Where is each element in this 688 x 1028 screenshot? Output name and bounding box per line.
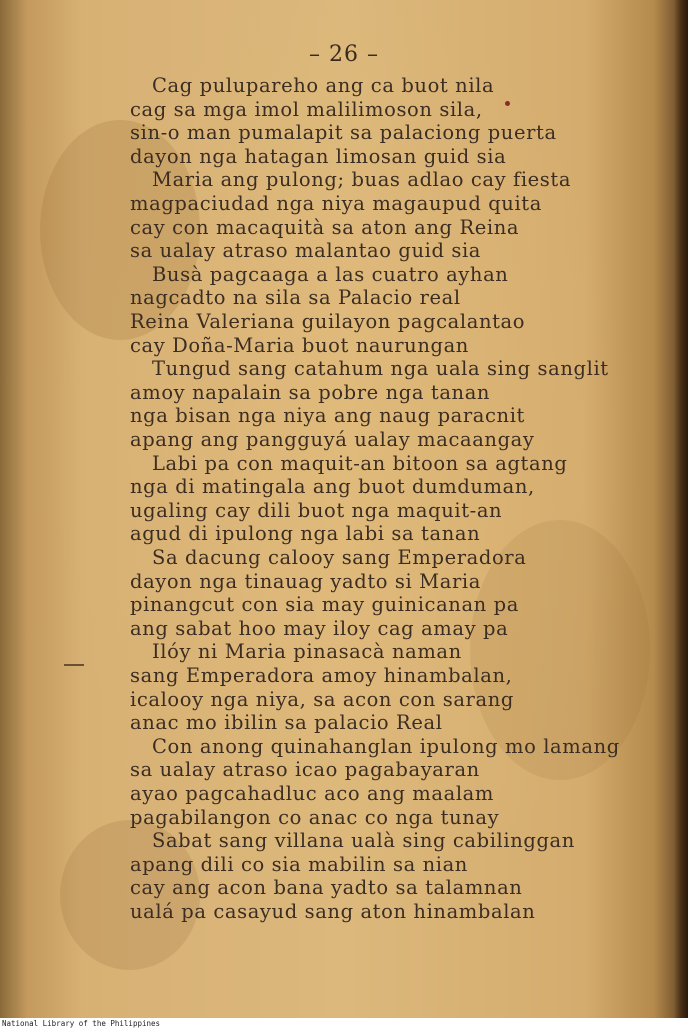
verse-line: anac mo ibilin sa palacio Real (130, 711, 443, 735)
verse-line: apang ang pangguyá ualay macaangay (130, 428, 535, 451)
verse-line: nga bisan nga niya ang naug paracnit (130, 404, 525, 428)
verse-line: ualá pa casayud sang aton hinambalan (130, 900, 536, 923)
page-binding-shadow (674, 0, 688, 1018)
verse-line: pagabilangon co anac co nga tunay (130, 805, 500, 829)
verse-line: sang Emperadora amoy hinambalan, (130, 664, 513, 687)
verse-line: Sa dacung calooy sang Emperadora (152, 546, 527, 569)
verse-line: nga di matingala ang buot dumduman, (130, 475, 535, 499)
verse-line: Reina Valeriana guilayon pagcalantao (130, 310, 526, 333)
ink-dot-mark (505, 101, 510, 106)
verse-line: Con anong quinahanglan ipulong mo lamang (152, 734, 620, 758)
verse-line: apang dili co sia mabilin sa nian (130, 852, 468, 876)
verse-line: icalooy nga niya, sa acon con sarang (130, 687, 514, 711)
verse-line: Busà pagcaaga a las cuatro ayhan (152, 262, 509, 286)
verse-line: cay Doña-Maria buot naurungan (130, 333, 469, 357)
verse-line: ugaling cay dili buot nga maquit-an (130, 498, 503, 522)
verse-line: nagcadto na sila sa Palacio real (130, 286, 461, 310)
verse-line: Sabat sang villana ualà sing cabilinggan (152, 829, 575, 853)
verse-line: dayon nga tinauag yadto si Maria (130, 569, 481, 593)
verse-line: sa ualay atraso malantao guid sia (130, 239, 482, 263)
footer-credit: National Library of the Philippines (2, 1019, 161, 1028)
margin-dash-mark (64, 664, 84, 666)
verse-line: magpaciudad nga niya magaupud quita (130, 192, 542, 215)
verse-line: Ilóy ni Maria pinasacà naman (152, 640, 462, 664)
verse-line: Tungud sang catahum nga uala sing sanglit (152, 357, 609, 381)
verse-line: pinangcut con sia may guinicanan pa (130, 593, 519, 617)
verse-line: ang sabat hoo may iloy cag amay pa (130, 616, 509, 640)
verse-line: agud di ipulong nga labi sa tanan (130, 522, 481, 546)
verse-line: cay ang acon bana yadto sa talamnan (130, 876, 523, 900)
page-number: – 26 – (309, 42, 379, 67)
verse-line: cag sa mga imol malilimoson sila, (130, 97, 483, 121)
verse-line: ayao pagcahadluc aco ang maalam (130, 782, 494, 805)
verse-line: dayon nga hatagan limosan guid sia (130, 144, 507, 168)
verse-line: Cag pulupareho ang ca buot nila (152, 74, 495, 97)
verse-line: Labi pa con maquit-an bitoon sa agtang (152, 451, 568, 475)
verse-line: amoy napalain sa pobre nga tanan (130, 380, 491, 404)
verse-line: cay con macaquità sa aton ang Reina (130, 215, 520, 239)
verse-line: Maria ang pulong; buas adlao cay fiesta (152, 168, 572, 192)
verse-line: sin-o man pumalapit sa palaciong puerta (130, 121, 557, 145)
verse-line: sa ualay atraso icao pagabayaran (130, 758, 480, 782)
